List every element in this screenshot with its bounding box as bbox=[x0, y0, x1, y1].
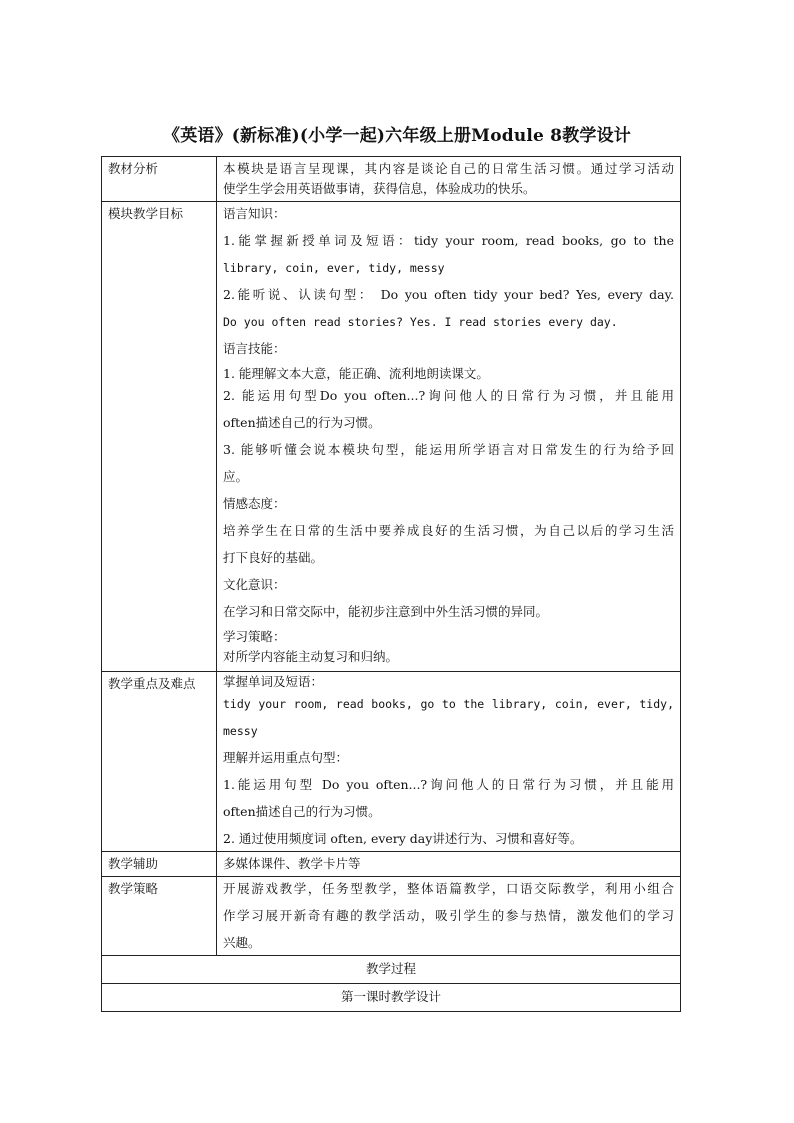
key-points-heading: 掌握单词及短语： bbox=[223, 674, 324, 689]
strategy-line-1: 对所学内容能主动复习和归纳。 bbox=[223, 649, 399, 664]
table-row bbox=[102, 202, 681, 672]
knowledge-heading: 语言知识： bbox=[223, 206, 286, 221]
analysis-line-1: 本模块是语言呈现课，其内容是谈论自己的日常生活习惯。通过学习活动 bbox=[223, 161, 674, 176]
aids-content bbox=[217, 852, 681, 877]
table-row bbox=[102, 877, 681, 956]
table-row bbox=[102, 157, 681, 202]
knowledge-item-2-line-1: 2.能听说、认读句型： Do you often tidy your bed? Yes, every day. bbox=[223, 287, 674, 302]
skills-heading: 语言技能： bbox=[223, 341, 286, 356]
skill-item-3-line-2: 应。 bbox=[223, 469, 249, 484]
pattern-heading: 理解并运用重点句型： bbox=[223, 750, 349, 765]
attitude-heading: 情感态度： bbox=[223, 496, 286, 511]
skill-item-2-line-2: often描述自己的行为习惯。 bbox=[223, 415, 381, 430]
analysis-line-2: 使学生学会用英语做事请，获得信息，体验成功的快乐。 bbox=[223, 181, 536, 196]
pattern-item-1-line-2: often描述自己的行为习惯。 bbox=[223, 804, 381, 819]
teaching-strategy-line-1: 开展游戏教学，任务型教学，整体语篇教学，口语交际教学，利用小组合 bbox=[223, 881, 674, 896]
attitude-line-2: 打下良好的基础。 bbox=[223, 550, 324, 565]
lesson-plan-table bbox=[101, 156, 681, 1012]
table-row bbox=[102, 852, 681, 877]
knowledge-item-1-line-1: 1.能掌握新授单词及短语：tidy your room, read books, go to the bbox=[223, 233, 674, 248]
culture-line-1: 在学习和日常交际中，能初步注意到中外生活习惯的异同。 bbox=[223, 604, 549, 619]
table-row bbox=[102, 984, 681, 1012]
knowledge-item-1-line-2: library, coin, ever, tidy, messy bbox=[223, 261, 445, 275]
table-row bbox=[102, 956, 681, 984]
table-row bbox=[102, 672, 681, 852]
teaching-strategy-line-3: 兴趣。 bbox=[223, 935, 261, 950]
analysis-content bbox=[217, 157, 681, 202]
key-points-content bbox=[217, 672, 681, 852]
goals-content bbox=[217, 202, 681, 672]
aids-text: 多媒体课件、教学卡片等 bbox=[223, 856, 361, 871]
row-label-analysis: 教材分析 bbox=[102, 157, 217, 202]
pattern-item-2: 2. 通过使用频度词 often, every day讲述行为、习惯和喜好等。 bbox=[223, 831, 583, 846]
strategy-content bbox=[217, 877, 681, 956]
strategy-heading: 学习策略： bbox=[223, 629, 286, 644]
attitude-line-1: 培养学生在日常的生活中要养成良好的生活习惯，为自己以后的学习生活 bbox=[223, 523, 674, 538]
row-label-goals: 模块教学目标 bbox=[102, 202, 217, 672]
row-label-key-points: 教学重点及难点 bbox=[102, 672, 217, 852]
culture-heading: 文化意识： bbox=[223, 577, 286, 592]
teaching-strategy-line-2: 作学习展开新奇有趣的教学活动，吸引学生的参与热情，激发他们的学习 bbox=[223, 908, 674, 923]
first-lesson-heading: 第一课时教学设计 bbox=[102, 984, 681, 1012]
key-words-line-1: tidy your room, read books, go to the library, coin, ever, tidy, bbox=[223, 697, 674, 711]
key-words-line-2: messy bbox=[223, 724, 258, 738]
knowledge-item-2-line-2: Do you often read stories? Yes. I read stories every day. bbox=[223, 315, 618, 329]
teaching-process-heading: 教学过程 bbox=[102, 956, 681, 984]
row-label-strategy: 教学策略 bbox=[102, 877, 217, 956]
skill-item-3-line-1: 3. 能够听懂会说本模块句型，能运用所学语言对日常发生的行为给予回 bbox=[223, 442, 674, 457]
pattern-item-1-line-1: 1.能运用句型 Do you often...?询问他人的日常行为习惯，并且能用 bbox=[223, 777, 674, 792]
skill-item-1: 1. 能理解文本大意，能正确、流利地朗读课文。 bbox=[223, 366, 489, 381]
skill-item-2-line-1: 2. 能运用句型Do you often...?询问他人的日常行为习惯，并且能用 bbox=[223, 388, 674, 403]
row-label-aids: 教学辅助 bbox=[102, 852, 217, 877]
document-title: 《英语》(新标准)(小学一起)六年级上册Module 8教学设计 bbox=[163, 126, 631, 146]
